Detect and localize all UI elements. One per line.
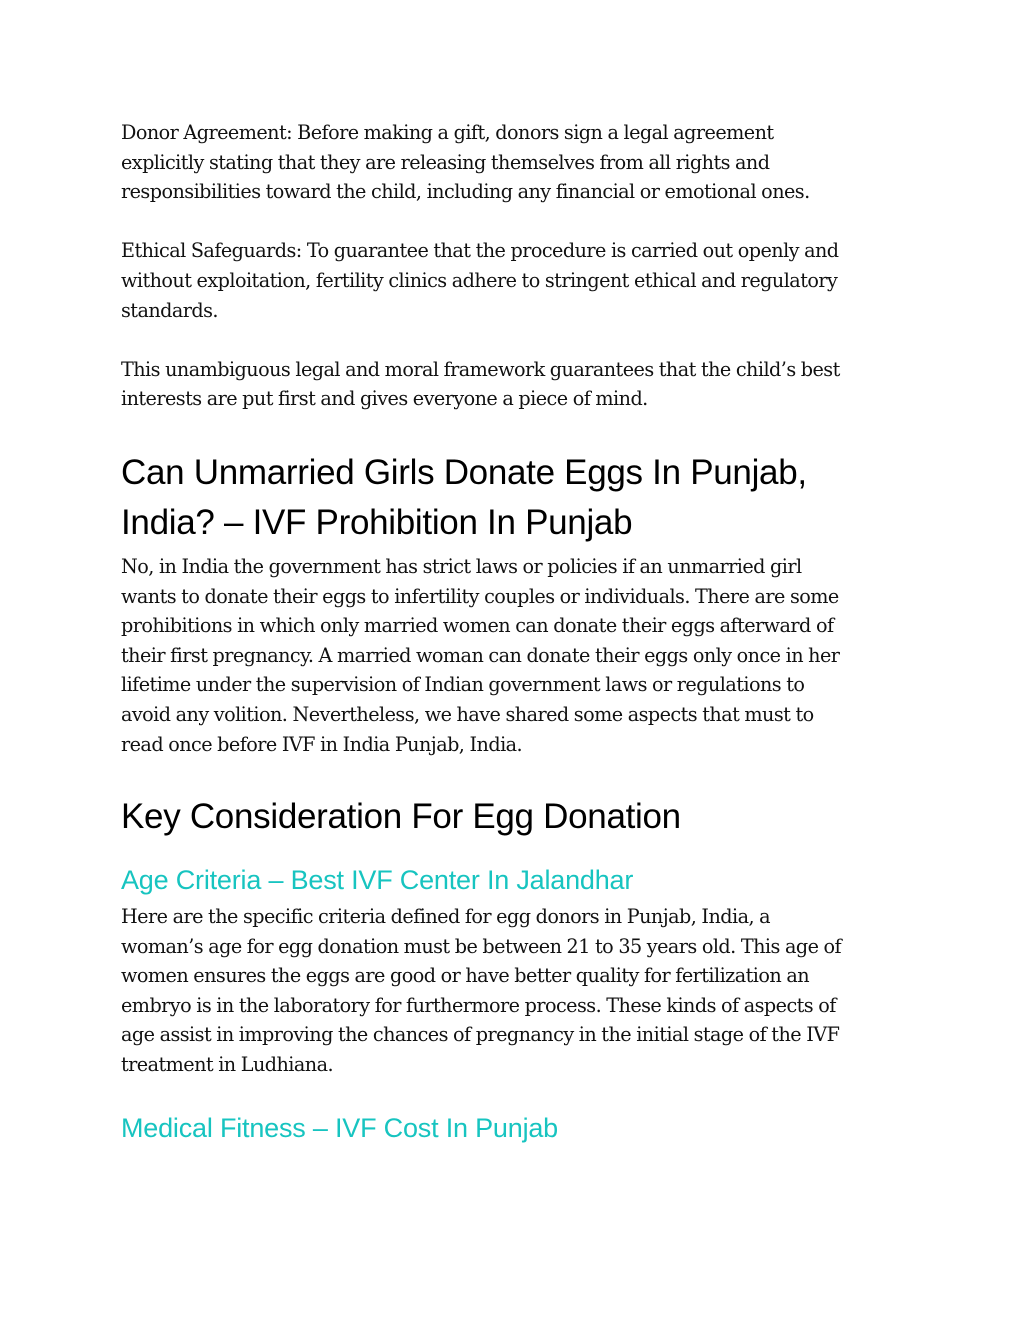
heading-line: Age Criteria – Best IVF Center In Jalandhar <box>121 865 634 896</box>
paragraph-spacer <box>121 207 911 237</box>
text-line: responsibilities toward the child, including any financial or emotional ones. <box>121 180 810 204</box>
text-line: avoid any volition. Nevertheless, we have shared some aspects that must to <box>121 702 814 726</box>
framework-paragraph <box>121 355 911 414</box>
heading-line: India? – IVF Prohibition In Punjab <box>121 502 633 542</box>
text-line: Donor Agreement: Before making a gift, donors sign a legal agreement <box>121 121 774 144</box>
text-line: their first pregnancy. A married woman can donate their eggs only once in her <box>121 643 840 667</box>
unmarried-girls-paragraph <box>121 552 911 759</box>
text-line: lifetime under the supervision of Indian government laws or regulations to <box>121 673 805 697</box>
text-line: age assist in improving the chances of pregnancy in the initial stage of the IVF <box>121 1023 840 1047</box>
text-line: embryo is in the laboratory for furthermore process. These kinds of aspects of <box>121 993 836 1017</box>
text-line: prohibitions in which only married women can donate their eggs afterward of <box>121 614 834 638</box>
ethical-safeguards-paragraph <box>121 236 911 325</box>
text-line: standards. <box>121 298 218 322</box>
medical-fitness-heading <box>121 1110 911 1146</box>
text-line: women ensures the eggs are good or have better quality for fertilization an <box>121 964 810 988</box>
text-line: read once before IVF in India Punjab, India. <box>121 732 523 756</box>
text-line: woman’s age for egg donation must be between 21 to 35 years old. This age of <box>121 934 842 958</box>
heading-line: Can Unmarried Girls Donate Eggs In Punjab, <box>121 452 807 492</box>
key-consideration-heading <box>121 792 911 842</box>
paragraph-spacer <box>121 325 911 355</box>
donor-agreement-paragraph <box>121 118 911 207</box>
text-line: explicitly stating that they are releasing themselves from all rights and <box>121 150 770 174</box>
heading-line: Key Consideration For Egg Donation <box>121 797 681 837</box>
text-line: interests are put first and gives everyone a piece of mind. <box>121 387 648 411</box>
unmarried-girls-heading <box>121 448 911 548</box>
heading-line: Medical Fitness – IVF Cost In Punjab <box>121 1112 558 1143</box>
text-line: Here are the specific criteria defined for egg donors in Punjab, India, a <box>121 905 771 929</box>
text-line: Ethical Safeguards: To guarantee that the procedure is carried out openly and <box>121 239 839 263</box>
text-line: without exploitation, fertility clinics adhere to stringent ethical and regulatory <box>121 268 838 292</box>
text-line: wants to donate their eggs to infertility couples or individuals. There are some <box>121 584 839 608</box>
age-criteria-paragraph <box>121 902 911 1080</box>
text-line: This unambiguous legal and moral framework guarantees that the child’s best <box>121 357 840 381</box>
age-criteria-heading <box>121 862 911 898</box>
text-line: treatment in Ludhiana. <box>121 1053 334 1077</box>
document-page <box>121 118 911 1146</box>
text-line: No, in India the government has strict laws or policies if an unmarried girl <box>121 554 802 578</box>
